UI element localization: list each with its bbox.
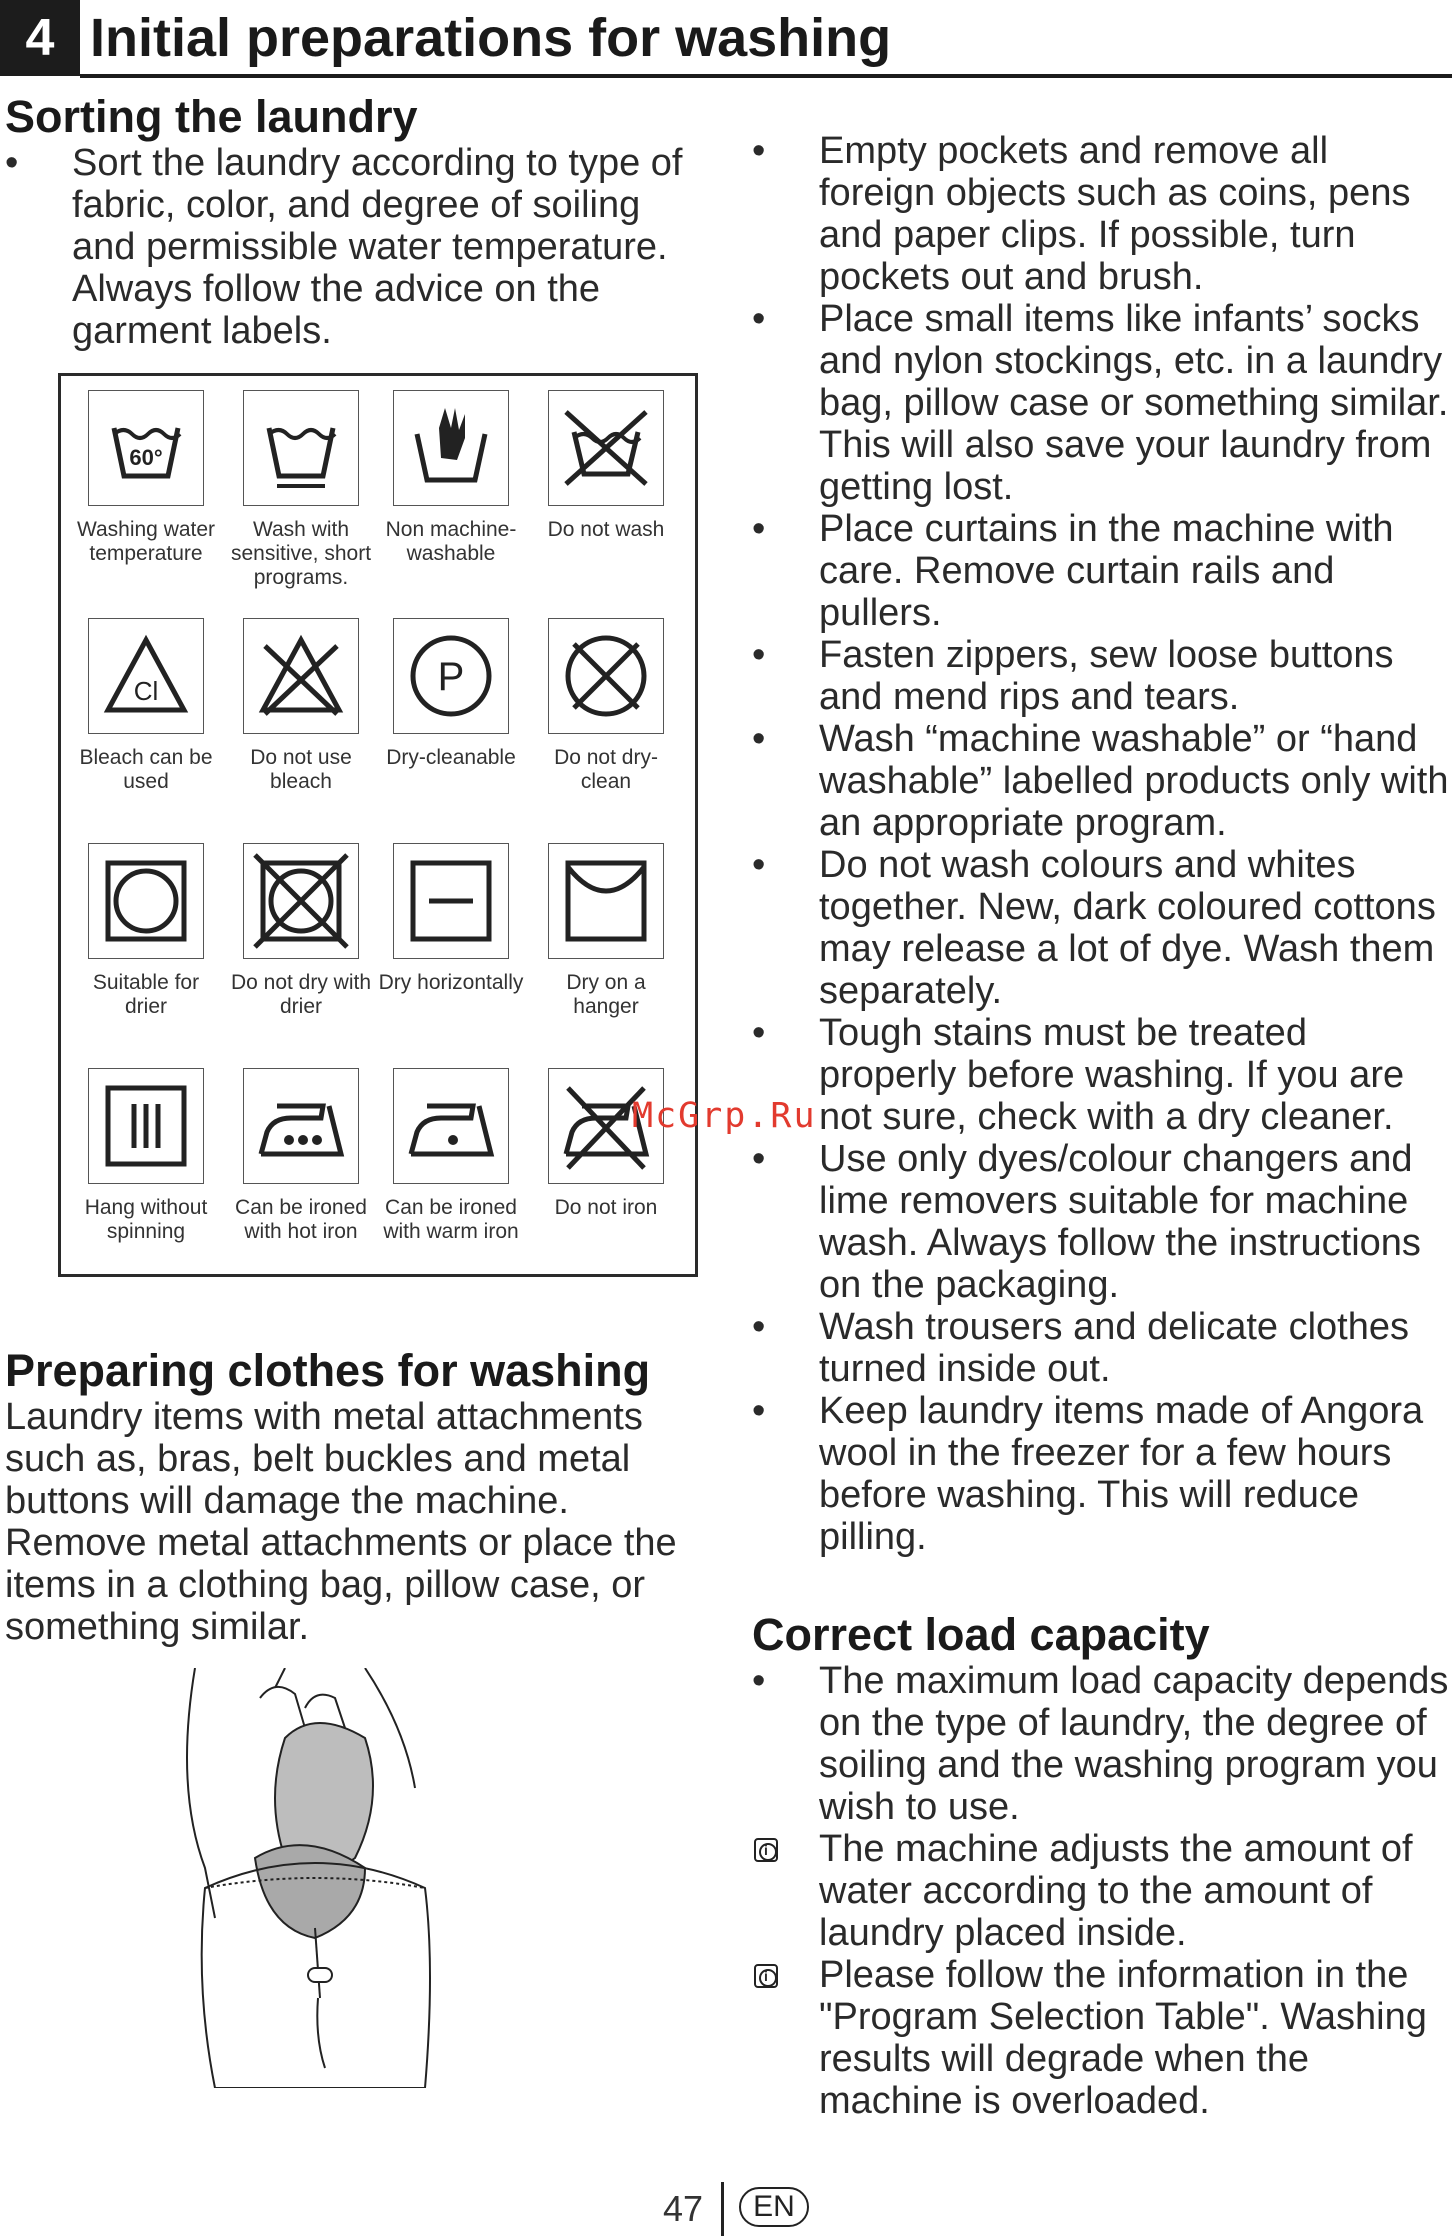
right-column (752, 130, 1452, 1558)
chapter-number: 4 (0, 0, 80, 76)
preparing-text: Laundry items with metal attachments such as, bras, belt buckles and metal buttons will damage the machine. Remove metal attachments or place the items in a clothing bag, pillow case, or something similar. (5, 1396, 677, 1648)
symbol-iron-warm (376, 1068, 526, 1244)
symbol-do-not-tumble-dry (226, 843, 376, 1019)
watermark: McGrp.Ru (632, 1096, 817, 1136)
symbol-do-not-iron (531, 1068, 681, 1220)
symbol-line-dry (531, 843, 681, 1019)
symbol-caption: Dry horizontally (378, 971, 524, 994)
symbol-wash-gentle (226, 390, 376, 590)
symbol-caption: Bleach can be used (79, 746, 213, 793)
sorting-bullets (5, 142, 705, 352)
footer-rule (721, 2182, 724, 2236)
symbol-drip-dry (71, 1068, 221, 1244)
hand-wash-icon (401, 398, 501, 498)
symbol-washing-temperature (71, 390, 221, 566)
symbol-do-not-dry-clean (531, 618, 681, 794)
symbol-bleach (71, 618, 221, 794)
chapter-header (0, 0, 1452, 78)
preparing-section (5, 1346, 705, 1648)
symbol-caption: Dry-cleanable (386, 746, 516, 769)
list-item: • Tough stains must be treated properly before washing. If you are not sure, check with a dry cleaner. (752, 1012, 1405, 1138)
laundry-bag-illustration (165, 1668, 465, 2088)
symbol-caption: Suitable for drier (92, 971, 200, 1018)
list-item: • Do not wash colours and whites together. New, dark coloured cottons may release a lot of dye. Wash them separately. (752, 844, 1436, 1012)
dry-clean-icon (401, 626, 501, 726)
symbol-caption: Do not iron (554, 1196, 658, 1219)
symbol-do-not-wash (531, 390, 681, 542)
bleach-icon (96, 626, 196, 726)
info-icon: i (754, 1838, 778, 1862)
load-capacity-section (752, 1610, 1452, 2122)
symbol-caption: Do not wash (547, 518, 665, 541)
bullet-dot: • (5, 142, 19, 184)
list-item: • Wash trousers and delicate clothes turned inside out. (752, 1306, 1410, 1390)
symbol-caption: Do not use bleach (250, 746, 352, 793)
washing-60-icon (96, 398, 196, 498)
tub-temperature: 60° (129, 445, 163, 470)
list-item: • Use only dyes/colour changers and lime removers suitable for machine wash. Always follow the instructions on the packaging. (752, 1138, 1421, 1306)
list-item: • Place curtains in the machine with care. Remove curtain rails and pullers. (752, 508, 1394, 634)
dry-clean-letter: P (437, 655, 465, 699)
symbol-dry-clean (376, 618, 526, 770)
list-item: • Wash “machine washable” or “hand washable” labelled products only with an appropriate program. (752, 718, 1449, 844)
list-item: • Place small items like infants’ socks and nylon stockings, etc. in a laundry bag, pillow case or something similar. This will also save your laundry from getting lost. (752, 298, 1449, 508)
symbol-caption: Non machine-washable (385, 518, 517, 565)
info-item: i The machine adjusts the amount of water according to the amount of laundry placed inside. (752, 1828, 1452, 1954)
page-number: 47 (663, 2188, 704, 2229)
symbol-tumble-dry (71, 843, 221, 1019)
list-item: • The maximum load capacity depends on the type of laundry, the degree of soiling and the washing program you wish to use. (752, 1660, 1449, 1828)
tumble-dry-icon (96, 851, 196, 951)
wash-gentle-icon (251, 398, 351, 498)
sorting-bullet: • Sort the laundry according to type of fabric, color, and degree of soiling and permissible water temperature. Always follow the advice on the garment labels. (5, 142, 683, 352)
list-item: • Empty pockets and remove all foreign objects such as coins, pens and paper clips. If possible, turn pockets out and brush. (752, 130, 1411, 298)
do-not-wash-icon (556, 398, 656, 498)
list-item: • Keep laundry items made of Angora wool in the freezer for a few hours before washing. This will reduce pilling. (752, 1390, 1424, 1558)
left-column (5, 92, 705, 352)
symbol-caption: Can be ironed with warm iron (383, 1196, 519, 1243)
symbol-caption: Hang without spinning (84, 1196, 208, 1243)
preparing-heading: Preparing clothes for washing (5, 1345, 651, 1396)
load-bullets (752, 1660, 1452, 2122)
sorting-heading: Sorting the laundry (5, 91, 418, 142)
language-badge: EN (739, 2187, 809, 2227)
symbol-dry-flat (376, 843, 526, 995)
drip-dry-icon (96, 1076, 196, 1176)
symbol-hand-wash (376, 390, 526, 566)
header-rule (80, 74, 1452, 78)
do-not-tumble-dry-icon (251, 851, 351, 951)
symbol-caption: Do not dry with drier (230, 971, 372, 1018)
care-symbols-table (58, 373, 698, 1277)
symbol-iron-hot (226, 1068, 376, 1244)
iron-warm-icon (401, 1076, 501, 1176)
symbol-caption: Wash with sensitive, short programs. (230, 518, 372, 589)
do-not-bleach-icon (251, 626, 351, 726)
line-dry-icon (556, 851, 656, 951)
bleach-label: Cl (133, 676, 159, 706)
symbol-caption: Do not dry-clean (554, 746, 658, 793)
load-heading: Correct load capacity (752, 1609, 1210, 1660)
care-tips-list (752, 130, 1452, 1558)
dry-flat-icon (401, 851, 501, 951)
iron-hot-icon (251, 1076, 351, 1176)
do-not-dry-clean-icon (556, 626, 656, 726)
list-item: • Fasten zippers, sew loose buttons and mend rips and tears. (752, 634, 1394, 718)
info-icon: i (754, 1964, 778, 1988)
symbol-caption: Washing water temperature (76, 518, 216, 565)
symbol-do-not-bleach (226, 618, 376, 794)
symbol-caption: Can be ironed with hot iron (235, 1196, 367, 1243)
info-item: i Please follow the information in the "Program Selection Table". Washing results will degrade when the machine is overloaded. (752, 1954, 1452, 2122)
chapter-title: Initial preparations for washing (90, 8, 892, 68)
symbol-caption: Dry on a hanger (566, 971, 646, 1018)
